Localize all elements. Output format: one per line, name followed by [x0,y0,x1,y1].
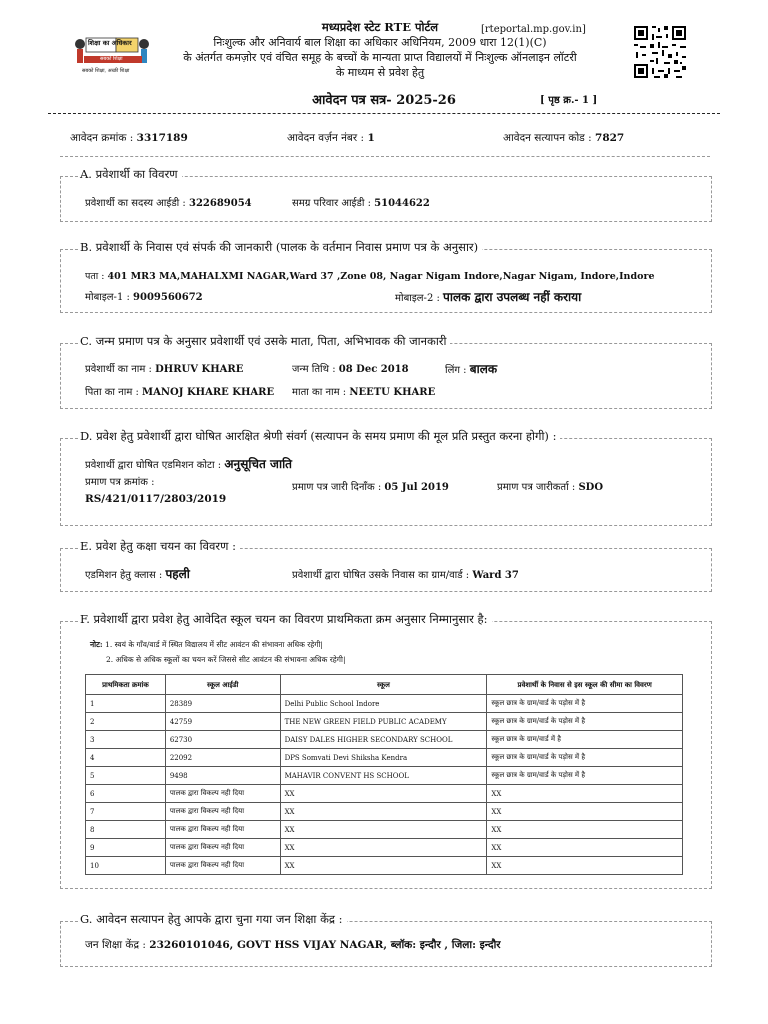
table-cell: 4 [86,749,166,767]
admission-class: एडमिशन हेतु क्लास : पहली [85,567,190,581]
date-of-birth: जन्म तिथि : 08 Dec 2018 [292,364,409,375]
rte-logo [70,32,160,82]
column-header: स्कूल आईडी [165,675,280,695]
section-c-box [60,343,712,409]
table-cell: 3 [86,731,166,749]
table-cell: XX [280,857,487,875]
page-number: [ पृष्ठ क्र.- 1 ] [540,95,598,106]
table-cell: पालक द्वारा विकल्प नही दिया [165,785,280,803]
header-line-2: निःशुल्क और अनिवार्य बाल शिक्षा का अधिकार अधिनियम, 2009 धारा 12(1)(C) [213,36,547,49]
mobile-2: मोबाइल-2 : पालक द्वारा उपलब्ध नहीं कराया [395,290,582,304]
table-cell: स्कूल छात्र के ग्राम/वार्ड के पड़ोस में है [487,767,683,785]
table-cell: स्कूल छात्र के ग्राम/वार्ड के पड़ोस में है [487,713,683,731]
application-version: आवेदन वर्ज़न नंबर : 1 [287,132,375,144]
table-cell: 10 [86,857,166,875]
table-cell: 8 [86,821,166,839]
verification-code: आवेदन सत्यापन कोड : 7827 [503,132,625,144]
table-cell: XX [280,839,487,857]
table-row [86,713,683,731]
table-cell: THE NEW GREEN FIELD PUBLIC ACADEMY [280,713,487,731]
note-1: नोट: 1. स्वयं के गाँव/वार्ड में स्थित विद्यालय में सीट आवंटन की संभावना अधिक रहेगी| [90,640,323,649]
address: पता : 401 MR3 MA,MAHALXMI NAGAR,Ward 37 ,Zone 08, Nagar Nigam Indore,Nagar Nigam, Indore,Indore [85,271,655,282]
table-row [86,749,683,767]
table-cell: स्कूल छात्र के ग्राम/वार्ड में है [487,731,683,749]
table-row [86,731,683,749]
table-header-row [86,675,683,695]
table-cell: Delhi Public School Indore [280,695,487,713]
table-row [86,839,683,857]
table-cell: स्कूल छात्र के ग्राम/वार्ड के पड़ोस में है [487,749,683,767]
table-cell: 62730 [165,731,280,749]
school-choice-table [85,674,683,875]
column-header: प्रवेशार्थी के निवास से इस स्कूल की सीमा का विवरण [487,675,683,695]
section-f-title: F. प्रवेशार्थी द्वारा प्रवेश हेतु आवेदित स्कूल चयन का विवरण प्राथमिकता क्रम अनुसार निम्मानुसार है: [80,612,492,627]
header-divider [48,113,720,114]
table-row [86,785,683,803]
table-cell: पालक द्वारा विकल्प नही दिया [165,857,280,875]
logo-tagline: सबको शिक्षा, अच्छी शिक्षा [82,68,130,74]
table-cell: 22092 [165,749,280,767]
table-row [86,857,683,875]
table-cell: XX [487,857,683,875]
application-number: आवेदन क्रमांक : 3317189 [70,132,188,144]
table-cell: पालक द्वारा विकल्प नही दिया [165,839,280,857]
portal-title: मध्यप्रदेश स्टेट RTE पोर्टल [321,20,439,34]
table-cell: 5 [86,767,166,785]
logo-text: शिक्षा का अधिकार [88,39,132,47]
table-cell: 2 [86,713,166,731]
section-c-title: C. जन्म प्रमाण पत्र के अनुसार प्रवेशार्थी एवं उसके माता, पिता, अभिभावक की जानकारी [80,334,450,349]
table-cell: XX [280,803,487,821]
qr-code [632,24,688,80]
section-g-title: G. आवेदन सत्यापन हेतु आपके द्वारा चुना गया जन शिक्षा केंद्र : [80,912,347,927]
table-cell: XX [280,821,487,839]
gender: लिंग : बालक [445,362,498,376]
table-cell: DPS Somvati Devi Shiksha Kendra [280,749,487,767]
jan-shiksha-kendra: जन शिक्षा केंद्र : 23260101046, GOVT HSS VIJAY NAGAR, ब्लॉक: इन्दौर , जिला: इन्दौर [85,939,501,951]
table-cell: स्कूल छात्र के ग्राम/वार्ड के पड़ोस में है [487,695,683,713]
table-cell: पालक द्वारा विकल्प नही दिया [165,803,280,821]
table-cell: 6 [86,785,166,803]
table-cell: 42759 [165,713,280,731]
mobile-1: मोबाइल-1 : 9009560672 [85,292,203,303]
member-id: प्रवेशार्थी का सदस्य आईडी : 322689054 [85,198,252,209]
table-cell: MAHAVIR CONVENT HS SCHOOL [280,767,487,785]
table-row [86,767,683,785]
table-cell: XX [487,821,683,839]
table-cell: XX [487,803,683,821]
column-header: प्राथमिकता क्रमांक [86,675,166,695]
admission-quota: प्रवेशार्थी द्वारा घोषित एडमिशन कोटा : अनुसूचित जाति [85,457,293,471]
section-d-title: D. प्रवेश हेतु प्रवेशार्थी द्वारा घोषित आरक्षित श्रेणी संवर्ग (सत्यापन के समय प्रमाण की मूल प्रति प्रस्तुत करना होगी) : [80,429,560,444]
declared-ward: प्रवेशार्थी द्वारा घोषित उसके निवास का ग्राम/वार्ड : Ward 37 [292,570,519,581]
certificate-number-label: प्रमाण पत्र क्रमांक : [85,477,155,488]
table-row [86,821,683,839]
header-line-3: के अंतर्गत कमज़ोर एवं वंचित समूह के बच्चों के मान्यता प्राप्त विद्यालयों में निःशुल्क ऑनलाइन लॉटरी [183,51,577,64]
section-a-title: A. प्रवेशार्थी का विवरण [80,167,182,182]
form-title: आवेदन पत्र सत्र- 2025-26 [312,93,456,108]
logo-sub: सबको शिक्षा [100,56,123,62]
column-header: स्कूल [280,675,487,695]
section-b-title: B. प्रवेशार्थी के निवास एवं संपर्क की जानकारी (पालक के वर्तमान निवास प्रमाण पत्र के अनुसार) [80,240,482,255]
table-cell: DAISY DALES HIGHER SECONDARY SCHOOL [280,731,487,749]
section-e-title: E. प्रवेश हेतु कक्षा चयन का विवरण : [80,539,240,554]
table-cell: पालक द्वारा विकल्प नही दिया [165,821,280,839]
father-name: पिता का नाम : MANOJ KHARE KHARE [85,387,275,398]
certificate-issuer: प्रमाण पत्र जारीकर्ता : SDO [497,482,604,493]
table-cell: XX [487,785,683,803]
table-row [86,803,683,821]
table-row [86,695,683,713]
header-line-4: के माध्यम से प्रवेश हेतु [335,66,425,79]
table-cell: XX [280,785,487,803]
certificate-number: RS/421/0117/2803/2019 [85,493,227,505]
mother-name: माता का नाम : NEETU KHARE [292,387,436,398]
table-cell: 1 [86,695,166,713]
table-cell: 9498 [165,767,280,785]
table-cell: 28389 [165,695,280,713]
certificate-date: प्रमाण पत्र जारी दिनाँक : 05 Jul 2019 [292,482,449,493]
meta-divider [60,156,710,157]
table-cell: 7 [86,803,166,821]
table-cell: XX [487,839,683,857]
table-cell: 9 [86,839,166,857]
portal-url: [rteportal.mp.gov.in] [481,24,586,35]
note-2: 2. अधिक से अधिक स्कूलों का चयन करें जिससे सीट आवंटन की संभावना अधिक रहेगी| [106,655,346,664]
family-id: समग्र परिवार आईडी : 51044622 [292,198,430,209]
student-name: प्रवेशार्थी का नाम : DHRUV KHARE [85,364,244,375]
